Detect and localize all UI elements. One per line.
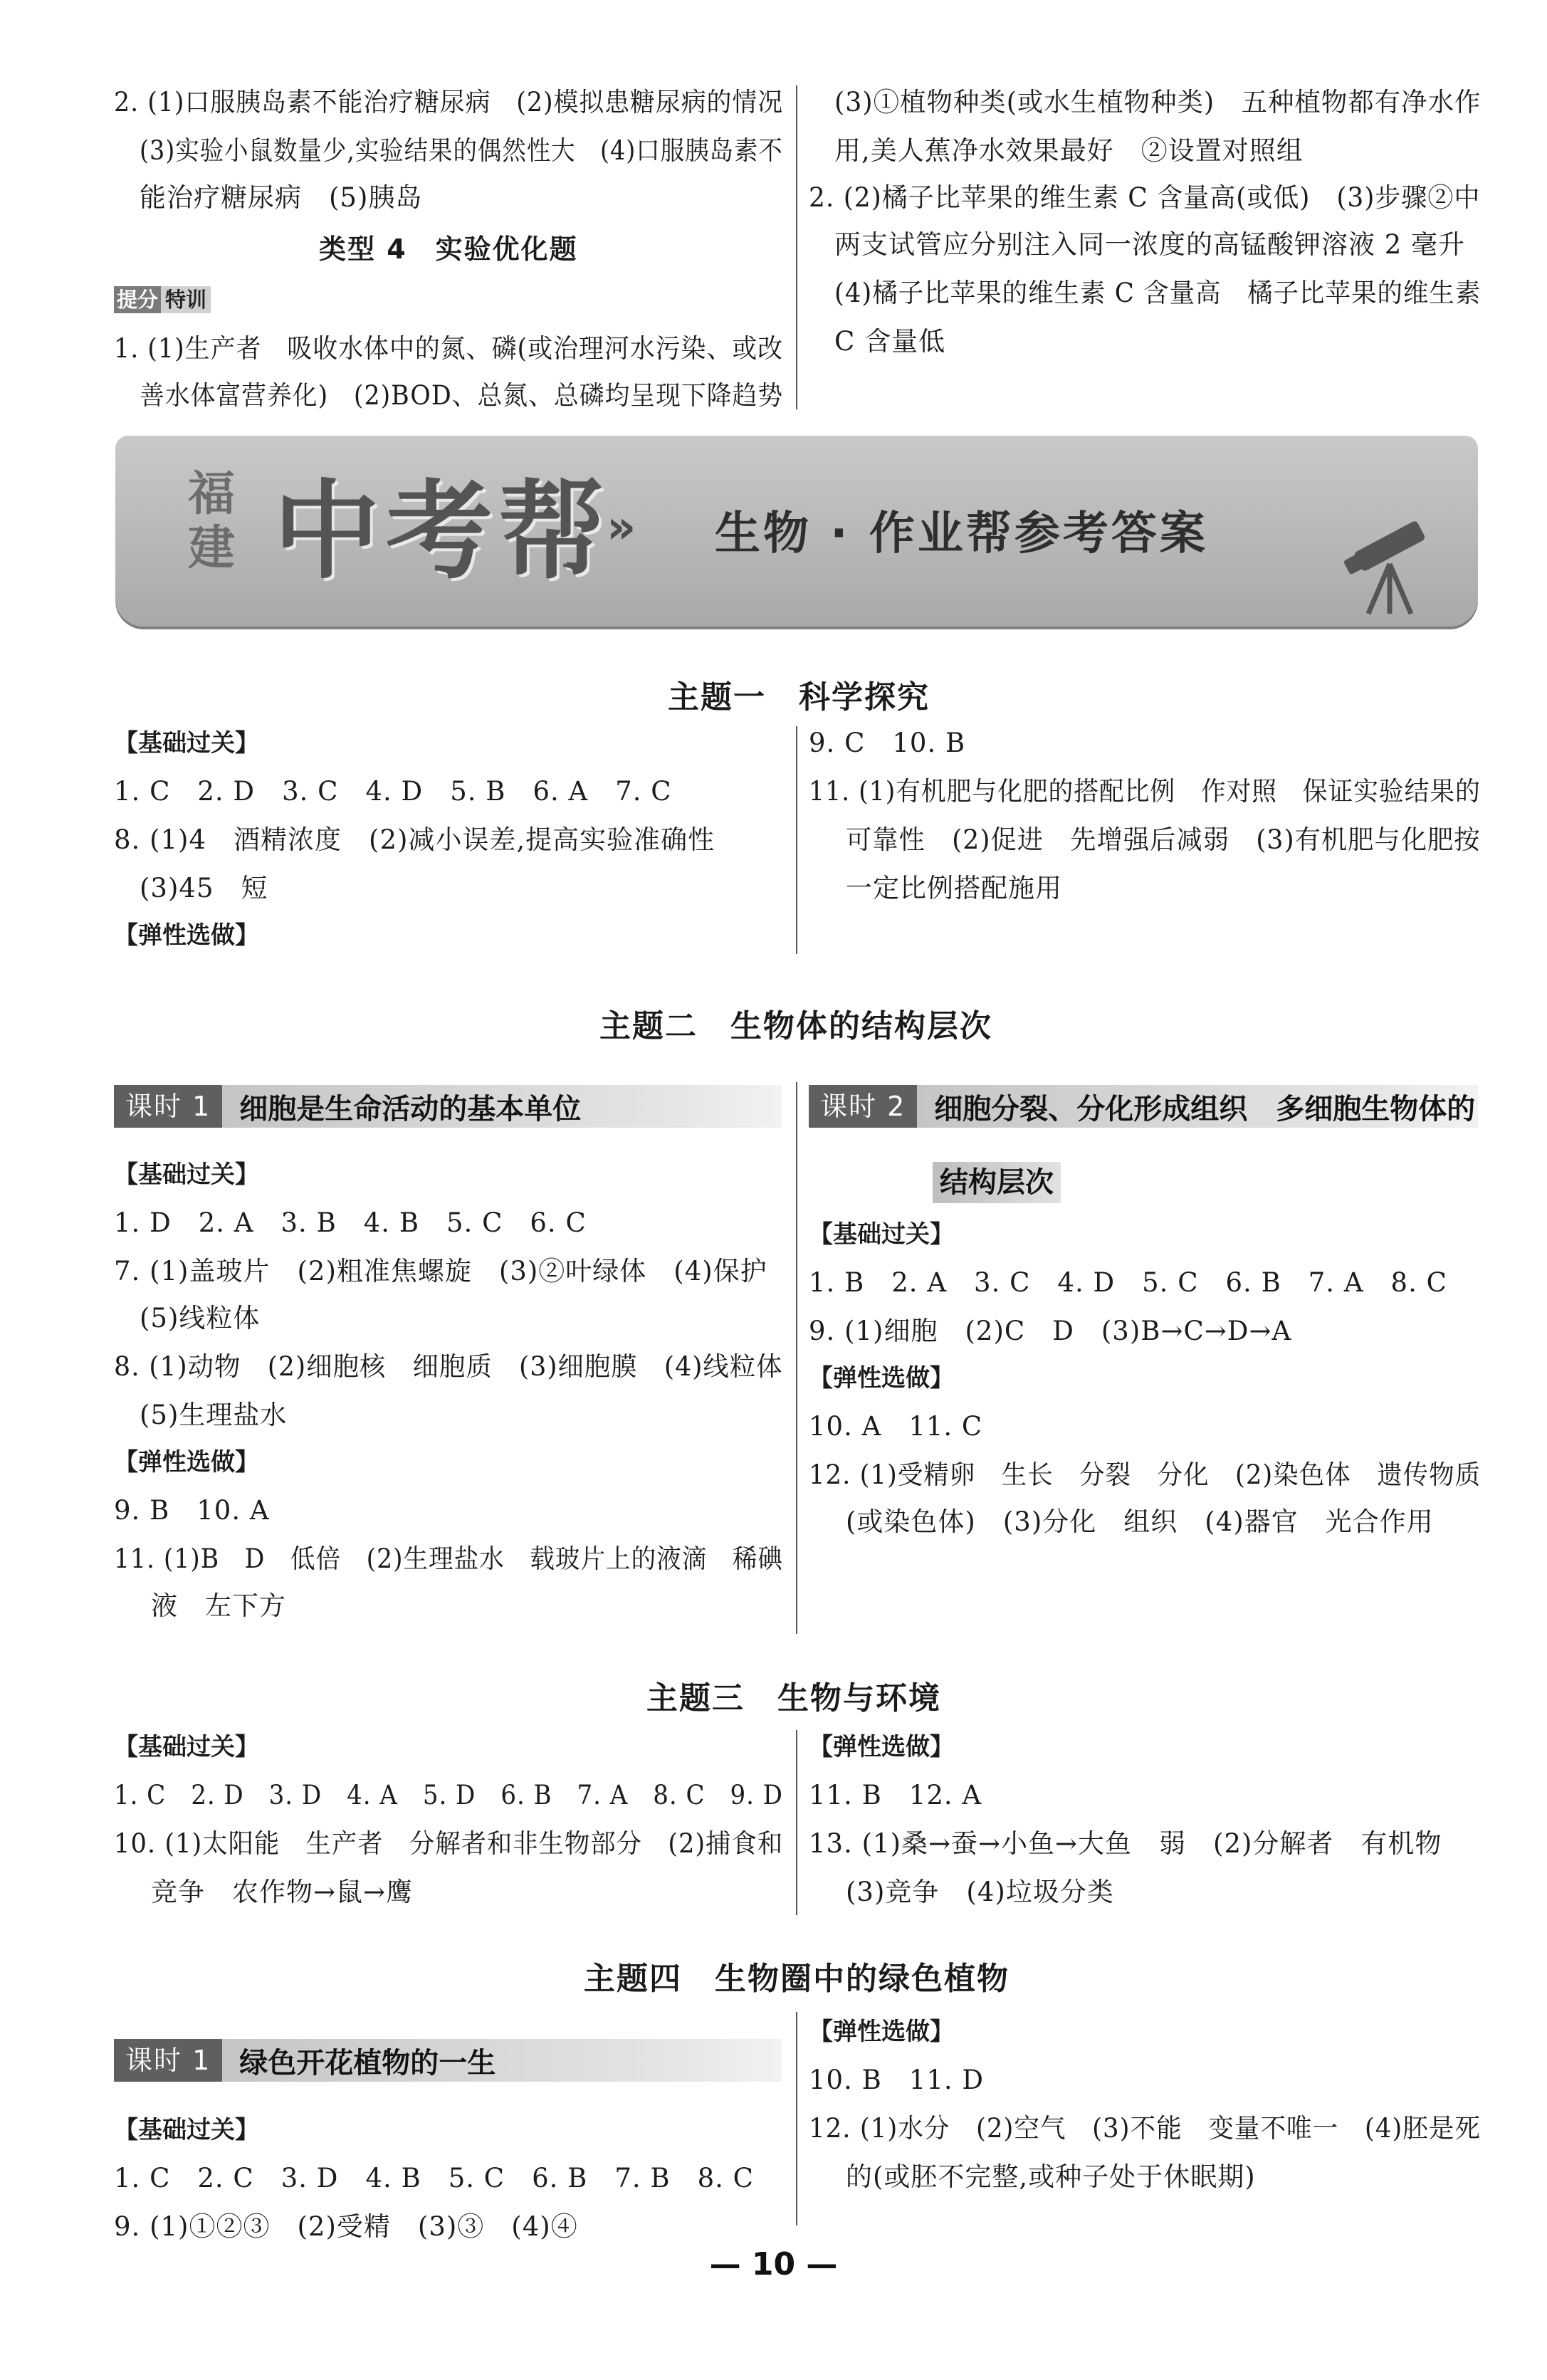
section-label: 【弹性选做】 <box>809 2018 954 2046</box>
answer-line: (3)竞争 (4)垃圾分类 <box>846 1877 1114 1907</box>
answer-line: (4)橘子比苹果的维生素 C 含量高 橘子比苹果的维生素 <box>834 278 1482 308</box>
tifen-label-a: 提分 <box>114 286 161 313</box>
section-label: 【基础过关】 <box>114 729 259 757</box>
answer-line: 8. (1)动物 (2)细胞核 细胞质 (3)细胞膜 (4)线粒体 <box>114 1351 783 1382</box>
chevron-icon: » <box>607 501 636 554</box>
lesson-title-continued: 结构层次 <box>933 1162 1061 1203</box>
section-label: 【基础过关】 <box>114 1733 259 1761</box>
answer-line: (或染色体) (3)分化 组织 (4)器官 光合作用 <box>846 1506 1434 1537</box>
answer-line: 11. (1)有机肥与化肥的搭配比例 作对照 保证实验结果的 <box>809 776 1481 807</box>
answer-line: 10. A 11. C <box>809 1411 983 1442</box>
answer-line: 能治疗糖尿病 (5)胰岛 <box>140 182 423 213</box>
answer-line: 10. (1)太阳能 生产者 分解者和非生物部分 (2)捕食和 <box>114 1828 784 1859</box>
answer-line: 1. B 2. A 3. C 4. D 5. C 6. B 7. A 8. C <box>809 1267 1447 1298</box>
lesson-title: 细胞是生命活动的基本单位 <box>239 1092 582 1126</box>
column-divider <box>796 726 797 954</box>
answer-line: (3)45 短 <box>140 873 268 903</box>
page-number: — 10 — <box>709 2246 838 2282</box>
answer-line: 2. (1)口服胰岛素不能治疗糖尿病 (2)模拟患糖尿病的情况 <box>114 87 784 117</box>
answer-line: 1. C 2. C 3. D 4. B 5. C 6. B 7. B 8. C <box>114 2163 754 2193</box>
answer-line: (5)生理盐水 <box>140 1400 288 1430</box>
answer-line: 善水体富营养化) (2)BOD、总氮、总磷均呈现下降趋势 <box>140 380 784 411</box>
answer-line: 11. B 12. A <box>809 1780 982 1810</box>
type-title: 类型 4 实验优化题 <box>319 234 578 265</box>
answer-line: 可靠性 (2)促进 先增强后减弱 (3)有机肥与化肥按 <box>846 824 1481 855</box>
answer-line: 8. (1)4 酒精浓度 (2)减小误差,提高实验准确性 <box>114 824 715 855</box>
answer-line: 9. B 10. A <box>114 1495 270 1526</box>
answer-line: 两支试管应分别注入同一浓度的高锰酸钾溶液 2 毫升 <box>834 229 1466 260</box>
answer-line: 10. B 11. D <box>809 2065 985 2095</box>
answer-line: 一定比例搭配施用 <box>846 873 1062 903</box>
telescope-icon <box>1333 514 1440 621</box>
answer-line: 9. C 10. B <box>809 728 966 758</box>
section-label: 【弹性选做】 <box>114 1448 259 1477</box>
section-label: 【弹性选做】 <box>809 1364 954 1393</box>
answer-line: 1. C 2. D 3. D 4. A 5. D 6. B 7. A 8. C 9. D <box>114 1780 783 1810</box>
answer-line: (3)①植物种类(或水生植物种类) 五种植物都有净水作 <box>834 87 1482 117</box>
header-banner <box>115 436 1478 627</box>
topic-title: 主题二 生物体的结构层次 <box>599 1008 992 1044</box>
answer-line: (3)实验小鼠数量少,实验结果的偶然性大 (4)口服胰岛素不 <box>140 135 783 166</box>
answer-line: 13. (1)桑→蚕→小鱼→大鱼 弱 (2)分解者 有机物 <box>809 1828 1442 1859</box>
lesson-title: 细胞分裂、分化形成组织 多细胞生物体的 <box>934 1092 1476 1126</box>
topic-title: 主题三 生物与环境 <box>646 1680 941 1716</box>
column-divider <box>796 1730 797 1915</box>
brand-logo: 中考帮 <box>273 470 612 594</box>
lesson-tag: 课时 1 <box>114 2039 222 2082</box>
lesson-tag: 课时 2 <box>809 1085 917 1128</box>
answer-line: (5)线粒体 <box>140 1303 261 1333</box>
answer-line: 12. (1)受精卵 生长 分裂 分化 (2)染色体 遗传物质 <box>809 1459 1482 1490</box>
answer-line: 竞争 农作物→鼠→鹰 <box>151 1877 414 1907</box>
answer-line: 1. (1)生产者 吸收水体中的氮、磷(或治理河水污染、或改 <box>114 333 784 364</box>
column-divider <box>796 2012 797 2226</box>
topic-title: 主题四 生物圈中的绿色植物 <box>584 1961 1010 1997</box>
section-label: 【弹性选做】 <box>809 1733 954 1761</box>
topic-title: 主题一 科学探究 <box>668 679 930 715</box>
lesson-title: 绿色开花植物的一生 <box>239 2046 496 2080</box>
lesson-bar <box>114 2039 782 2082</box>
region-label: 福 建 <box>188 466 235 575</box>
column-divider <box>796 85 797 409</box>
section-label: 【弹性选做】 <box>114 921 259 950</box>
answer-line: 2. (2)橘子比苹果的维生素 C 含量高(或低) (3)步骤②中 <box>809 182 1481 213</box>
tifen-label-b: 特训 <box>161 286 211 313</box>
answer-line: 12. (1)水分 (2)空气 (3)不能 变量不唯一 (4)胚是死 <box>809 2113 1481 2144</box>
tifen-label <box>114 286 211 313</box>
answer-line: 7. (1)盖玻片 (2)粗准焦螺旋 (3)②叶绿体 (4)保护 <box>114 1256 767 1286</box>
section-label: 【基础过关】 <box>809 1220 954 1249</box>
lesson-tag: 课时 1 <box>114 1085 222 1128</box>
answer-line: 液 左下方 <box>151 1590 286 1621</box>
column-divider <box>796 1082 797 1634</box>
section-label: 【基础过关】 <box>114 2116 259 2144</box>
answer-line: 的(或胚不完整,或种子处于休眠期) <box>846 2161 1256 2192</box>
lesson-bar <box>809 1085 1478 1128</box>
banner-subject: 生物 · 作业帮参考答案 <box>715 508 1208 560</box>
answer-line: 9. (1)细胞 (2)C D (3)B→C→D→A <box>809 1316 1292 1346</box>
answer-line: 用,美人蕉净水效果最好 ②设置对照组 <box>834 135 1304 166</box>
section-label: 【基础过关】 <box>114 1160 259 1189</box>
answer-line: 1. C 2. D 3. C 4. D 5. B 6. A 7. C <box>114 776 672 807</box>
answer-line: 11. (1)B D 低倍 (2)生理盐水 载玻片上的液滴 稀碘 <box>114 1543 784 1574</box>
lesson-bar <box>114 1085 782 1128</box>
answer-line: 1. D 2. A 3. B 4. B 5. C 6. C <box>114 1207 587 1238</box>
answer-line: 9. (1)①②③ (2)受精 (3)③ (4)④ <box>114 2211 578 2242</box>
answer-line: C 含量低 <box>834 326 946 357</box>
